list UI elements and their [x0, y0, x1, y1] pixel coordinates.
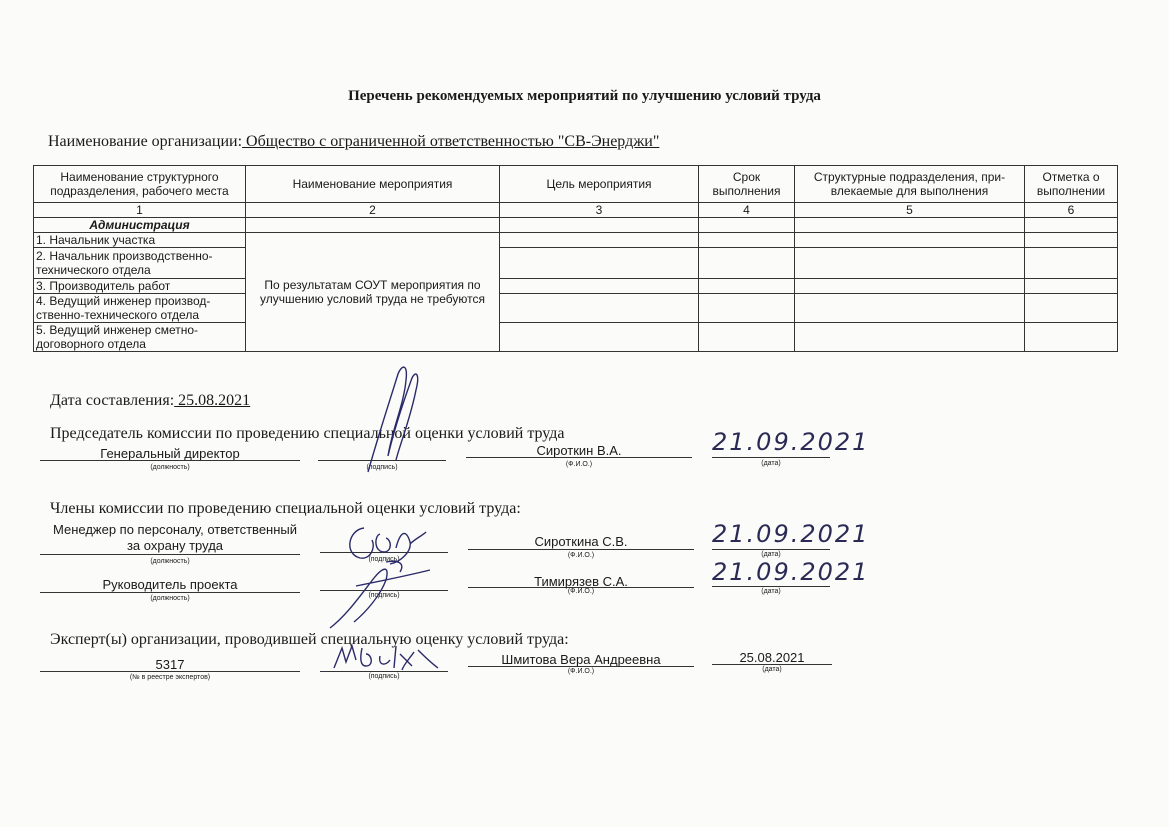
document-title: Перечень рекомендуемых мероприятий по улучшению условий труда	[348, 88, 821, 104]
member-date-line	[712, 586, 830, 587]
chair-date: 21.09.2021	[712, 428, 870, 456]
chair-position-line	[40, 460, 300, 461]
section-row	[34, 218, 1118, 233]
column-number: 4	[699, 203, 795, 218]
members-heading: Члены комиссии по проведению специальной оценки условий труда:	[50, 500, 521, 517]
table-cell	[699, 248, 795, 279]
member-position-line	[40, 554, 300, 555]
table-cell	[500, 323, 699, 352]
caption-signature: (подпись)	[368, 673, 400, 680]
section-label: Администрация	[34, 218, 246, 233]
workplace-name: 5. Ведущий инженер сметно-договорного отдела	[34, 323, 246, 352]
table-cell	[699, 218, 795, 233]
table-row	[34, 323, 1118, 352]
caption-registry: (№ в реестре экспертов)	[129, 674, 211, 681]
expert-registry-line	[40, 671, 300, 672]
column-number: 1	[34, 203, 246, 218]
caption-position: (должность)	[150, 464, 190, 471]
table-cell	[1025, 323, 1118, 352]
table-cell	[1025, 294, 1118, 323]
measures-table	[33, 165, 1118, 352]
table-cell	[246, 218, 500, 233]
table-row	[34, 248, 1118, 279]
column-number-row	[34, 203, 1118, 218]
header-cell: Отметка о выполнении	[1025, 166, 1118, 203]
workplace-name: 4. Ведущий инженер производ-ственно-технического отдела	[34, 294, 246, 323]
column-number: 5	[795, 203, 1025, 218]
chair-heading: Председатель комиссии по проведению специальной оценки условий труда	[50, 425, 565, 442]
table-cell	[500, 294, 699, 323]
member-name-line	[468, 549, 694, 550]
expert-signature	[332, 640, 442, 676]
caption-signature: (подпись)	[366, 464, 398, 471]
table-cell	[699, 233, 795, 248]
column-number: 2	[246, 203, 500, 218]
caption-position: (должность)	[150, 558, 190, 565]
column-number: 3	[500, 203, 699, 218]
table-cell	[500, 248, 699, 279]
chair-name-line	[466, 457, 692, 458]
caption-signature: (подпись)	[368, 556, 400, 563]
member-name: Сироткина С.В.	[534, 534, 628, 549]
caption-fio: (Ф.И.О.)	[567, 668, 595, 675]
measure-text: По результатам СОУТ мероприятия по улучшению условий труда не требуются	[246, 233, 500, 352]
organization-line	[48, 133, 659, 151]
organization-label: Наименование организации:	[48, 133, 243, 150]
table-cell	[1025, 218, 1118, 233]
member-date: 21.09.2021	[712, 520, 870, 548]
table-cell	[795, 323, 1025, 352]
workplace-name: 1. Начальник участка	[34, 233, 246, 248]
caption-date: (дата)	[762, 666, 782, 673]
caption-date: (дата)	[761, 460, 781, 467]
expert-heading: Эксперт(ы) организации, проводившей специальную оценку условий труда:	[50, 631, 569, 648]
caption-fio: (Ф.И.О.)	[567, 588, 595, 595]
table-cell	[500, 279, 699, 294]
column-number: 6	[1025, 203, 1118, 218]
caption-fio: (Ф.И.О.)	[567, 552, 595, 559]
chair-position: Генеральный директор	[100, 446, 240, 461]
organization-name: Общество с ограниченной ответственностью "СВ-Энерджи"	[242, 133, 660, 150]
caption-date: (дата)	[761, 588, 781, 595]
chair-date-line	[712, 457, 830, 458]
table-row	[34, 279, 1118, 294]
table-cell	[1025, 279, 1118, 294]
member-position-line	[40, 592, 300, 593]
member-signature	[326, 556, 436, 636]
member-name: Тимирязев С.А.	[534, 574, 628, 589]
table-cell	[500, 218, 699, 233]
caption-date: (дата)	[761, 551, 781, 558]
expert-name-line	[468, 666, 694, 667]
member-date-line	[712, 549, 830, 550]
workplace-name: 2. Начальник производственно-технического отдела	[34, 248, 246, 279]
chair-name: Сироткин В.А.	[536, 443, 622, 458]
member-position: Руководитель проекта	[102, 577, 238, 592]
chair-signature	[360, 360, 440, 480]
date-made-label: Дата составления:	[50, 392, 175, 409]
table-cell	[795, 279, 1025, 294]
header-cell: Срок выполнения	[699, 166, 795, 203]
caption-signature: (подпись)	[368, 592, 400, 599]
date-made-line	[50, 392, 250, 410]
table-header-row	[34, 166, 1118, 203]
table-cell	[795, 233, 1025, 248]
header-cell: Структурные подразделения, при-влекаемые для выполнения	[795, 166, 1025, 203]
table-cell	[699, 279, 795, 294]
table-row	[34, 294, 1118, 323]
expert-registry-number: 5317	[155, 657, 185, 672]
table-cell	[699, 294, 795, 323]
expert-date: 25.08.2021	[739, 650, 805, 665]
table-row	[34, 233, 1118, 248]
table-cell	[1025, 248, 1118, 279]
header-cell: Цель мероприятия	[500, 166, 699, 203]
date-made-value: 25.08.2021	[174, 392, 251, 409]
caption-position: (должность)	[150, 595, 190, 602]
table-cell	[795, 218, 1025, 233]
header-cell: Наименование структурного подразделения, рабочего места	[34, 166, 246, 203]
table-cell	[1025, 233, 1118, 248]
workplace-name: 3. Производитель работ	[34, 279, 246, 294]
table-cell	[699, 323, 795, 352]
expert-date-line	[712, 664, 832, 665]
caption-fio: (Ф.И.О.)	[565, 461, 593, 468]
table-cell	[795, 248, 1025, 279]
member-position: Менеджер по персоналу, ответственный за охрану труда	[52, 522, 298, 553]
table-cell	[795, 294, 1025, 323]
expert-name: Шмитова Вера Андреевна	[501, 652, 661, 667]
member-date: 21.09.2021	[712, 558, 870, 586]
header-cell: Наименование мероприятия	[246, 166, 500, 203]
table-cell	[500, 233, 699, 248]
